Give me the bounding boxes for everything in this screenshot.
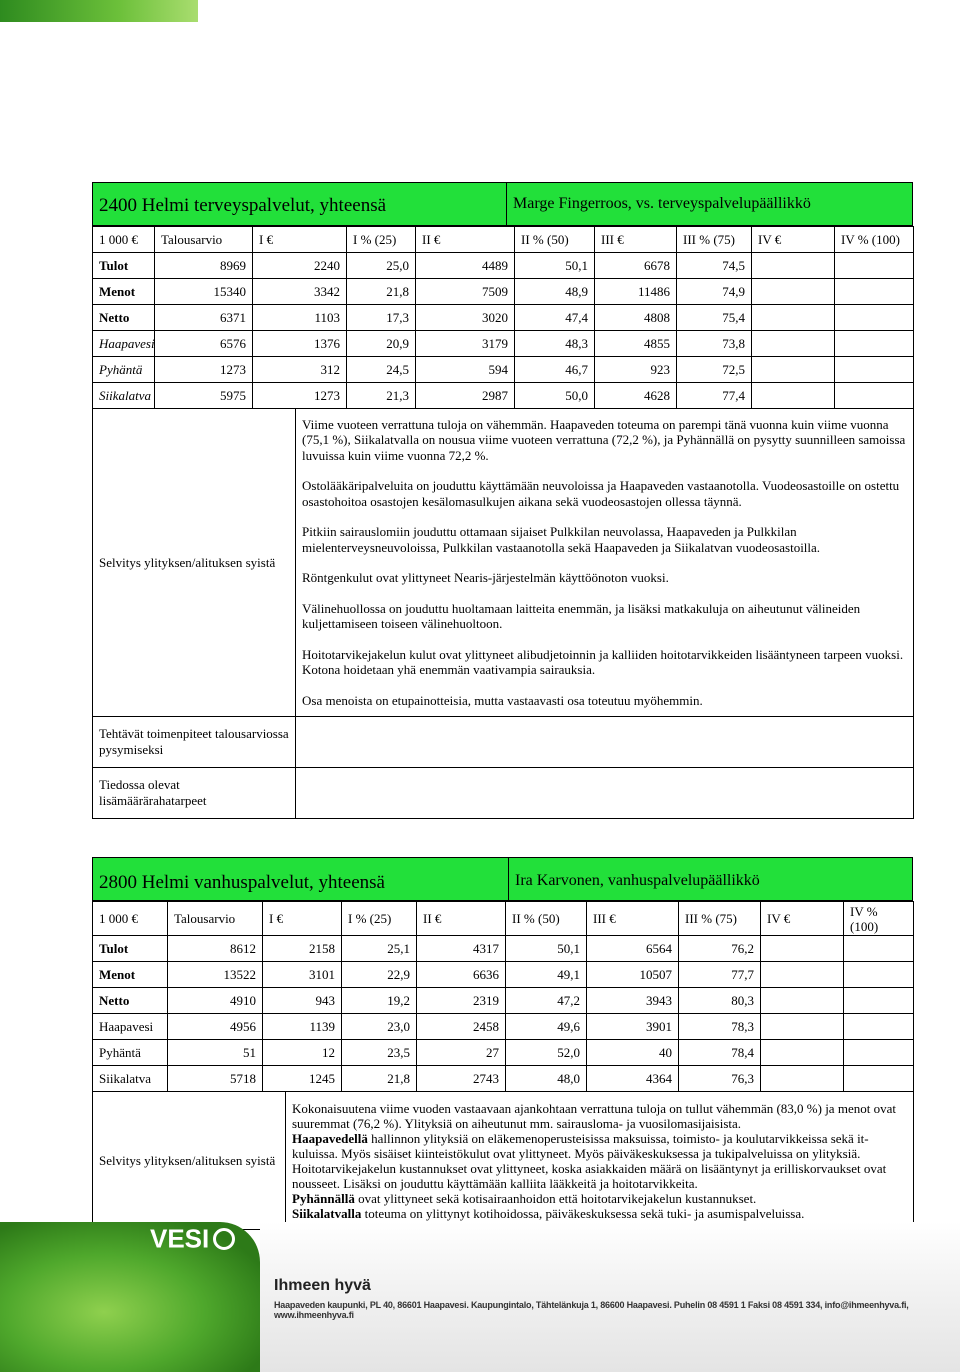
table-row: [93, 988, 914, 1014]
table-cell: 2987: [416, 383, 515, 409]
column-header: IV €: [761, 902, 844, 936]
table-cell: 3943: [587, 988, 679, 1014]
table-cell: 78,3: [679, 1014, 761, 1040]
budget-table: [92, 226, 914, 409]
table-cell: 80,3: [679, 988, 761, 1014]
table-cell: [761, 988, 844, 1014]
table-row: [93, 1014, 914, 1040]
table-cell: 27: [417, 1040, 506, 1066]
table-cell: 12: [263, 1040, 342, 1066]
table-cell: [835, 305, 914, 331]
budget-table: [92, 901, 914, 1092]
table-cell: 48,3: [515, 331, 595, 357]
table-cell: 5975: [155, 383, 253, 409]
table-cell: 2458: [417, 1014, 506, 1040]
table-row: [93, 331, 914, 357]
table-cell: 4855: [595, 331, 677, 357]
municipality-name: Pyhännällä: [292, 1190, 355, 1206]
table-row: [93, 1040, 914, 1066]
column-header: III €: [595, 227, 677, 253]
table-cell: 6678: [595, 253, 677, 279]
table-cell: [752, 357, 835, 383]
table-cell: [844, 1066, 914, 1092]
column-header: 1 000 €: [93, 902, 168, 936]
table-cell: [835, 383, 914, 409]
table-cell: 3342: [253, 279, 347, 305]
table-cell: 1273: [155, 357, 253, 383]
table-cell: 2319: [417, 988, 506, 1014]
table-cell: [844, 1040, 914, 1066]
table-cell: 2158: [263, 936, 342, 962]
column-header: I €: [263, 902, 342, 936]
explanation-paragraph: Röntgenkulut ovat ylittyneet Nearis-järjestelmän käyttöönoton vuoksi.: [302, 570, 669, 586]
table-cell: 72,5: [677, 357, 752, 383]
table-cell: 8612: [168, 936, 263, 962]
table-cell: [844, 936, 914, 962]
table-row: [93, 383, 914, 409]
table-cell: 13522: [168, 962, 263, 988]
table-cell: [752, 305, 835, 331]
table-cell: [761, 1066, 844, 1092]
table-cell: 6371: [155, 305, 253, 331]
explanation-sentence: toteuma on ylittynyt kotihoidossa, päiväkeskuksessa sekä tuki- ja asumispalveluissa.: [361, 1205, 805, 1221]
table-cell: 3179: [416, 331, 515, 357]
row-label: Netto: [93, 305, 155, 331]
explanation-paragraph: [292, 1191, 907, 1206]
column-header: Talousarvio: [155, 227, 253, 253]
table-cell: 73,8: [677, 331, 752, 357]
table-cell: 48,0: [506, 1066, 587, 1092]
decorative-leaf-top: [0, 0, 198, 22]
table-cell: 25,0: [347, 253, 416, 279]
table-cell: 4628: [595, 383, 677, 409]
table-cell: [844, 962, 914, 988]
section-header: [92, 182, 913, 226]
column-header: IV % (100): [835, 227, 914, 253]
table-cell: 4956: [168, 1014, 263, 1040]
table-cell: 25,1: [342, 936, 417, 962]
row-label: Haapavesi: [93, 1014, 168, 1040]
table-row: [93, 305, 914, 331]
vesi-logo: [150, 1222, 250, 1252]
row-label: Siikalatva: [93, 383, 155, 409]
table-cell: 3901: [587, 1014, 679, 1040]
explanation-label: Selvitys ylityksen/alituksen syistä: [93, 1092, 286, 1230]
table-cell: 11486: [595, 279, 677, 305]
table-cell: [761, 962, 844, 988]
table-row: [93, 357, 914, 383]
table-cell: [761, 1014, 844, 1040]
table-cell: 40: [587, 1040, 679, 1066]
tasks-label: Tehtävät toimenpiteet talousarviossa pysymiseksi: [93, 717, 296, 768]
column-header: I % (25): [347, 227, 416, 253]
table-cell: 2240: [253, 253, 347, 279]
table-cell: 3020: [416, 305, 515, 331]
section-title: 2400 Helmi terveyspalvelut, yhteensä: [99, 195, 387, 216]
column-header: I % (25): [342, 902, 417, 936]
table-cell: [844, 988, 914, 1014]
row-label: Menot: [93, 962, 168, 988]
table-cell: 15340: [155, 279, 253, 305]
explanation-sentence: ovat ylittyneet sekä kotisairaanhoidon että hoitotarvikejakelun kustannukset.: [354, 1190, 757, 1206]
table-cell: 4364: [587, 1066, 679, 1092]
table-row: [93, 962, 914, 988]
table-cell: 49,1: [506, 962, 587, 988]
footer-brand: Ihmeen hyvä: [274, 1277, 371, 1294]
table-cell: 51: [168, 1040, 263, 1066]
table-header-row: [93, 227, 914, 253]
row-label: Pyhäntä: [93, 1040, 168, 1066]
needs-content: [296, 768, 914, 819]
column-header: III % (75): [677, 227, 752, 253]
column-header: III €: [587, 902, 679, 936]
footer-address: Haapaveden kaupunki, PL 40, 86601 Haapavesi. Kaupungintalo, Tähtelänkuja 1, 86600 Haapavesi. Puhelin 08 4591 1 Faksi 08 4591 334, info@ihmeenhyva.fi, www.ihmeenhyva.fi: [274, 1300, 909, 1320]
section-manager: Marge Fingerroos, vs. terveyspalvelupäällikkö: [506, 183, 912, 225]
table-cell: 24,5: [347, 357, 416, 383]
table-cell: 1139: [263, 1014, 342, 1040]
table-cell: 74,5: [677, 253, 752, 279]
table-cell: [844, 1014, 914, 1040]
table-cell: 77,4: [677, 383, 752, 409]
table-cell: 6564: [587, 936, 679, 962]
table-cell: 49,6: [506, 1014, 587, 1040]
table-cell: 50,1: [515, 253, 595, 279]
explanation-paragraph: Välinehuollossa on jouduttu huoltamaan laitteita enemmän, ja lisäksi matkakuluja on aiheutunut välineiden kuljettamiseen toiseen välinehuoltoon.: [302, 600, 861, 632]
column-header: II % (50): [506, 902, 587, 936]
explanation-paragraph: [292, 1206, 907, 1221]
table-cell: [835, 357, 914, 383]
row-label: Menot: [93, 279, 155, 305]
table-cell: 23,0: [342, 1014, 417, 1040]
table-cell: [835, 253, 914, 279]
table-cell: 47,4: [515, 305, 595, 331]
table-cell: 1273: [253, 383, 347, 409]
section-vanhuspalvelut: [92, 857, 913, 1230]
explanation-paragraph: Hoitotarvikejakelun kulut ovat ylittyneet alibudjetoinnin ja kalliiden hoitotarvikkeiden lisääntyneen tarpeen vuoksi. Kotona hoidetaan yhä enemmän vaativampia sairauksia.: [302, 646, 904, 678]
column-header: Talousarvio: [168, 902, 263, 936]
table-cell: [761, 1040, 844, 1066]
table-row: [93, 936, 914, 962]
table-cell: 2743: [417, 1066, 506, 1092]
logo-emblem-icon: [213, 1228, 235, 1250]
table-cell: 52,0: [506, 1040, 587, 1066]
table-cell: 76,2: [679, 936, 761, 962]
table-cell: 17,3: [347, 305, 416, 331]
table-cell: 23,5: [342, 1040, 417, 1066]
table-cell: 312: [253, 357, 347, 383]
table-cell: 50,0: [515, 383, 595, 409]
table-cell: 1103: [253, 305, 347, 331]
table-cell: 46,7: [515, 357, 595, 383]
table-cell: [752, 253, 835, 279]
table-cell: 21,8: [342, 1066, 417, 1092]
table-cell: 20,9: [347, 331, 416, 357]
needs-label: Tiedossa olevat lisämäärärahatarpeet: [93, 768, 296, 819]
table-cell: 21,3: [347, 383, 416, 409]
row-label: Haapavesi: [93, 331, 155, 357]
table-cell: 4489: [416, 253, 515, 279]
section-header: [92, 857, 913, 901]
row-label: Siikalatva: [93, 1066, 168, 1092]
row-label: Tulot: [93, 936, 168, 962]
row-label: Tulot: [93, 253, 155, 279]
explanation-paragraph: Osa menoista on etupainotteisia, mutta vastaavasti osa toteutuu myöhemmin.: [302, 692, 703, 708]
table-cell: 78,4: [679, 1040, 761, 1066]
explanation-sentence: hallinnon ylityksiä on eläkemenoperusteisissa maksuissa, toimisto- ja koulutarvikkeissa sekä it-kuluissa. Myös sisäiset kiinteistökulut ovat ylittyneet. Myös päiväkeskuksessa ja tukipalveluissa on ylityksiä. Hoitotarvikejakelun kustannukset ovat ylittyneet, koska asiakkaiden määrä on lisääntynyt ja erilliskorvaukset ovat nousseet. Lisäksi on jouduttu käyttämään kalliita lääkkeitä ja hoitotarvikkeita.: [292, 1130, 887, 1191]
section-terveyspalvelut: [92, 182, 913, 819]
logo-text: VESI: [150, 1223, 210, 1254]
table-cell: [761, 936, 844, 962]
table-cell: 21,8: [347, 279, 416, 305]
column-header: IV €: [752, 227, 835, 253]
table-row: [93, 1066, 914, 1092]
table-cell: 7509: [416, 279, 515, 305]
table-cell: 48,9: [515, 279, 595, 305]
table-cell: 22,9: [342, 962, 417, 988]
section-manager: Ira Karvonen, vanhuspalvelupäällikkö: [508, 858, 912, 900]
explanation-text: [286, 1092, 914, 1230]
column-header: II % (50): [515, 227, 595, 253]
table-cell: 6576: [155, 331, 253, 357]
table-cell: 50,1: [506, 936, 587, 962]
table-cell: 10507: [587, 962, 679, 988]
table-cell: 76,3: [679, 1066, 761, 1092]
table-cell: 1245: [263, 1066, 342, 1092]
municipality-name: Haapavedellä: [292, 1130, 368, 1146]
table-cell: 4808: [595, 305, 677, 331]
table-cell: [752, 383, 835, 409]
explanation-paragraph: [292, 1101, 907, 1131]
table-cell: 6636: [417, 962, 506, 988]
footer-band: [260, 1222, 960, 1372]
section-title: 2800 Helmi vanhuspalvelut, yhteensä: [99, 872, 385, 893]
table-row: [93, 279, 914, 305]
explanation-table: [92, 1091, 914, 1230]
table-cell: 4910: [168, 988, 263, 1014]
column-header: 1 000 €: [93, 227, 155, 253]
explanation-paragraph: Viime vuoteen verrattuna tuloja on vähemmän. Haapaveden toteuma on parempi tänä vuonna kuin viime vuonna (75,1 %), Siikalatvalla on nousua viime vuoteen verrattuna (72,2 %), ja Pyhännällä on pysytty suunnilleen samoissa luvuissa kuin viime vuonna 72,2 %.: [302, 416, 906, 463]
explanation-sentence: Kokonaisuutena viime vuoden vastaavaan ajankohtaan verrattuna tuloja on tullut vähemmän (83,0 %) ja menot ovat suuremmat (76,2 %). Ylityksiä on aiheutunut mm. sairausloma- ja vuosilomasijaisista.: [292, 1100, 896, 1131]
column-header: II €: [417, 902, 506, 936]
table-cell: [835, 331, 914, 357]
tasks-content: [296, 717, 914, 768]
table-cell: [835, 279, 914, 305]
table-cell: 8969: [155, 253, 253, 279]
table-cell: 47,2: [506, 988, 587, 1014]
column-header: I €: [253, 227, 347, 253]
table-cell: 1376: [253, 331, 347, 357]
explanation-paragraph: Ostolääkäripalveluita on jouduttu käyttämään neuvoloissa ja Haapaveden vastaanotolla. Vuodeosastoille on ostettu osastohoitoa osastojen kesälomasulkujen aikana sekä vuodeosastojen ollessa täynnä.: [302, 478, 900, 509]
table-cell: [752, 331, 835, 357]
table-cell: 5718: [168, 1066, 263, 1092]
table-cell: 77,7: [679, 962, 761, 988]
explanation-label: Selvitys ylityksen/alituksen syistä: [93, 409, 296, 717]
explanation-text: [296, 409, 914, 717]
explanation-paragraph: Pitkiin sairauslomiin jouduttu ottamaan sijaiset Pulkkilan neuvolassa, Haapaveden ja Pulkkilan mielenterveysneuvoloissa, Pulkkilan vastaanotolla sekä Haapaveden ja Siikalatvan vuodeosastoilla.: [302, 524, 821, 555]
municipality-name: Siikalatvalla: [292, 1205, 362, 1221]
table-cell: 75,4: [677, 305, 752, 331]
table-cell: 74,9: [677, 279, 752, 305]
table-cell: 19,2: [342, 988, 417, 1014]
explanation-table: [92, 408, 914, 819]
table-cell: [752, 279, 835, 305]
explanation-paragraph: [292, 1131, 907, 1191]
column-header: III % (75): [679, 902, 761, 936]
table-cell: 923: [595, 357, 677, 383]
table-cell: 943: [263, 988, 342, 1014]
column-header: II €: [416, 227, 515, 253]
table-cell: 594: [416, 357, 515, 383]
table-cell: 3101: [263, 962, 342, 988]
table-row: [93, 253, 914, 279]
row-label: Netto: [93, 988, 168, 1014]
row-label: Pyhäntä: [93, 357, 155, 383]
table-cell: 4317: [417, 936, 506, 962]
column-header: IV % (100): [844, 902, 914, 936]
table-header-row: [93, 902, 914, 936]
